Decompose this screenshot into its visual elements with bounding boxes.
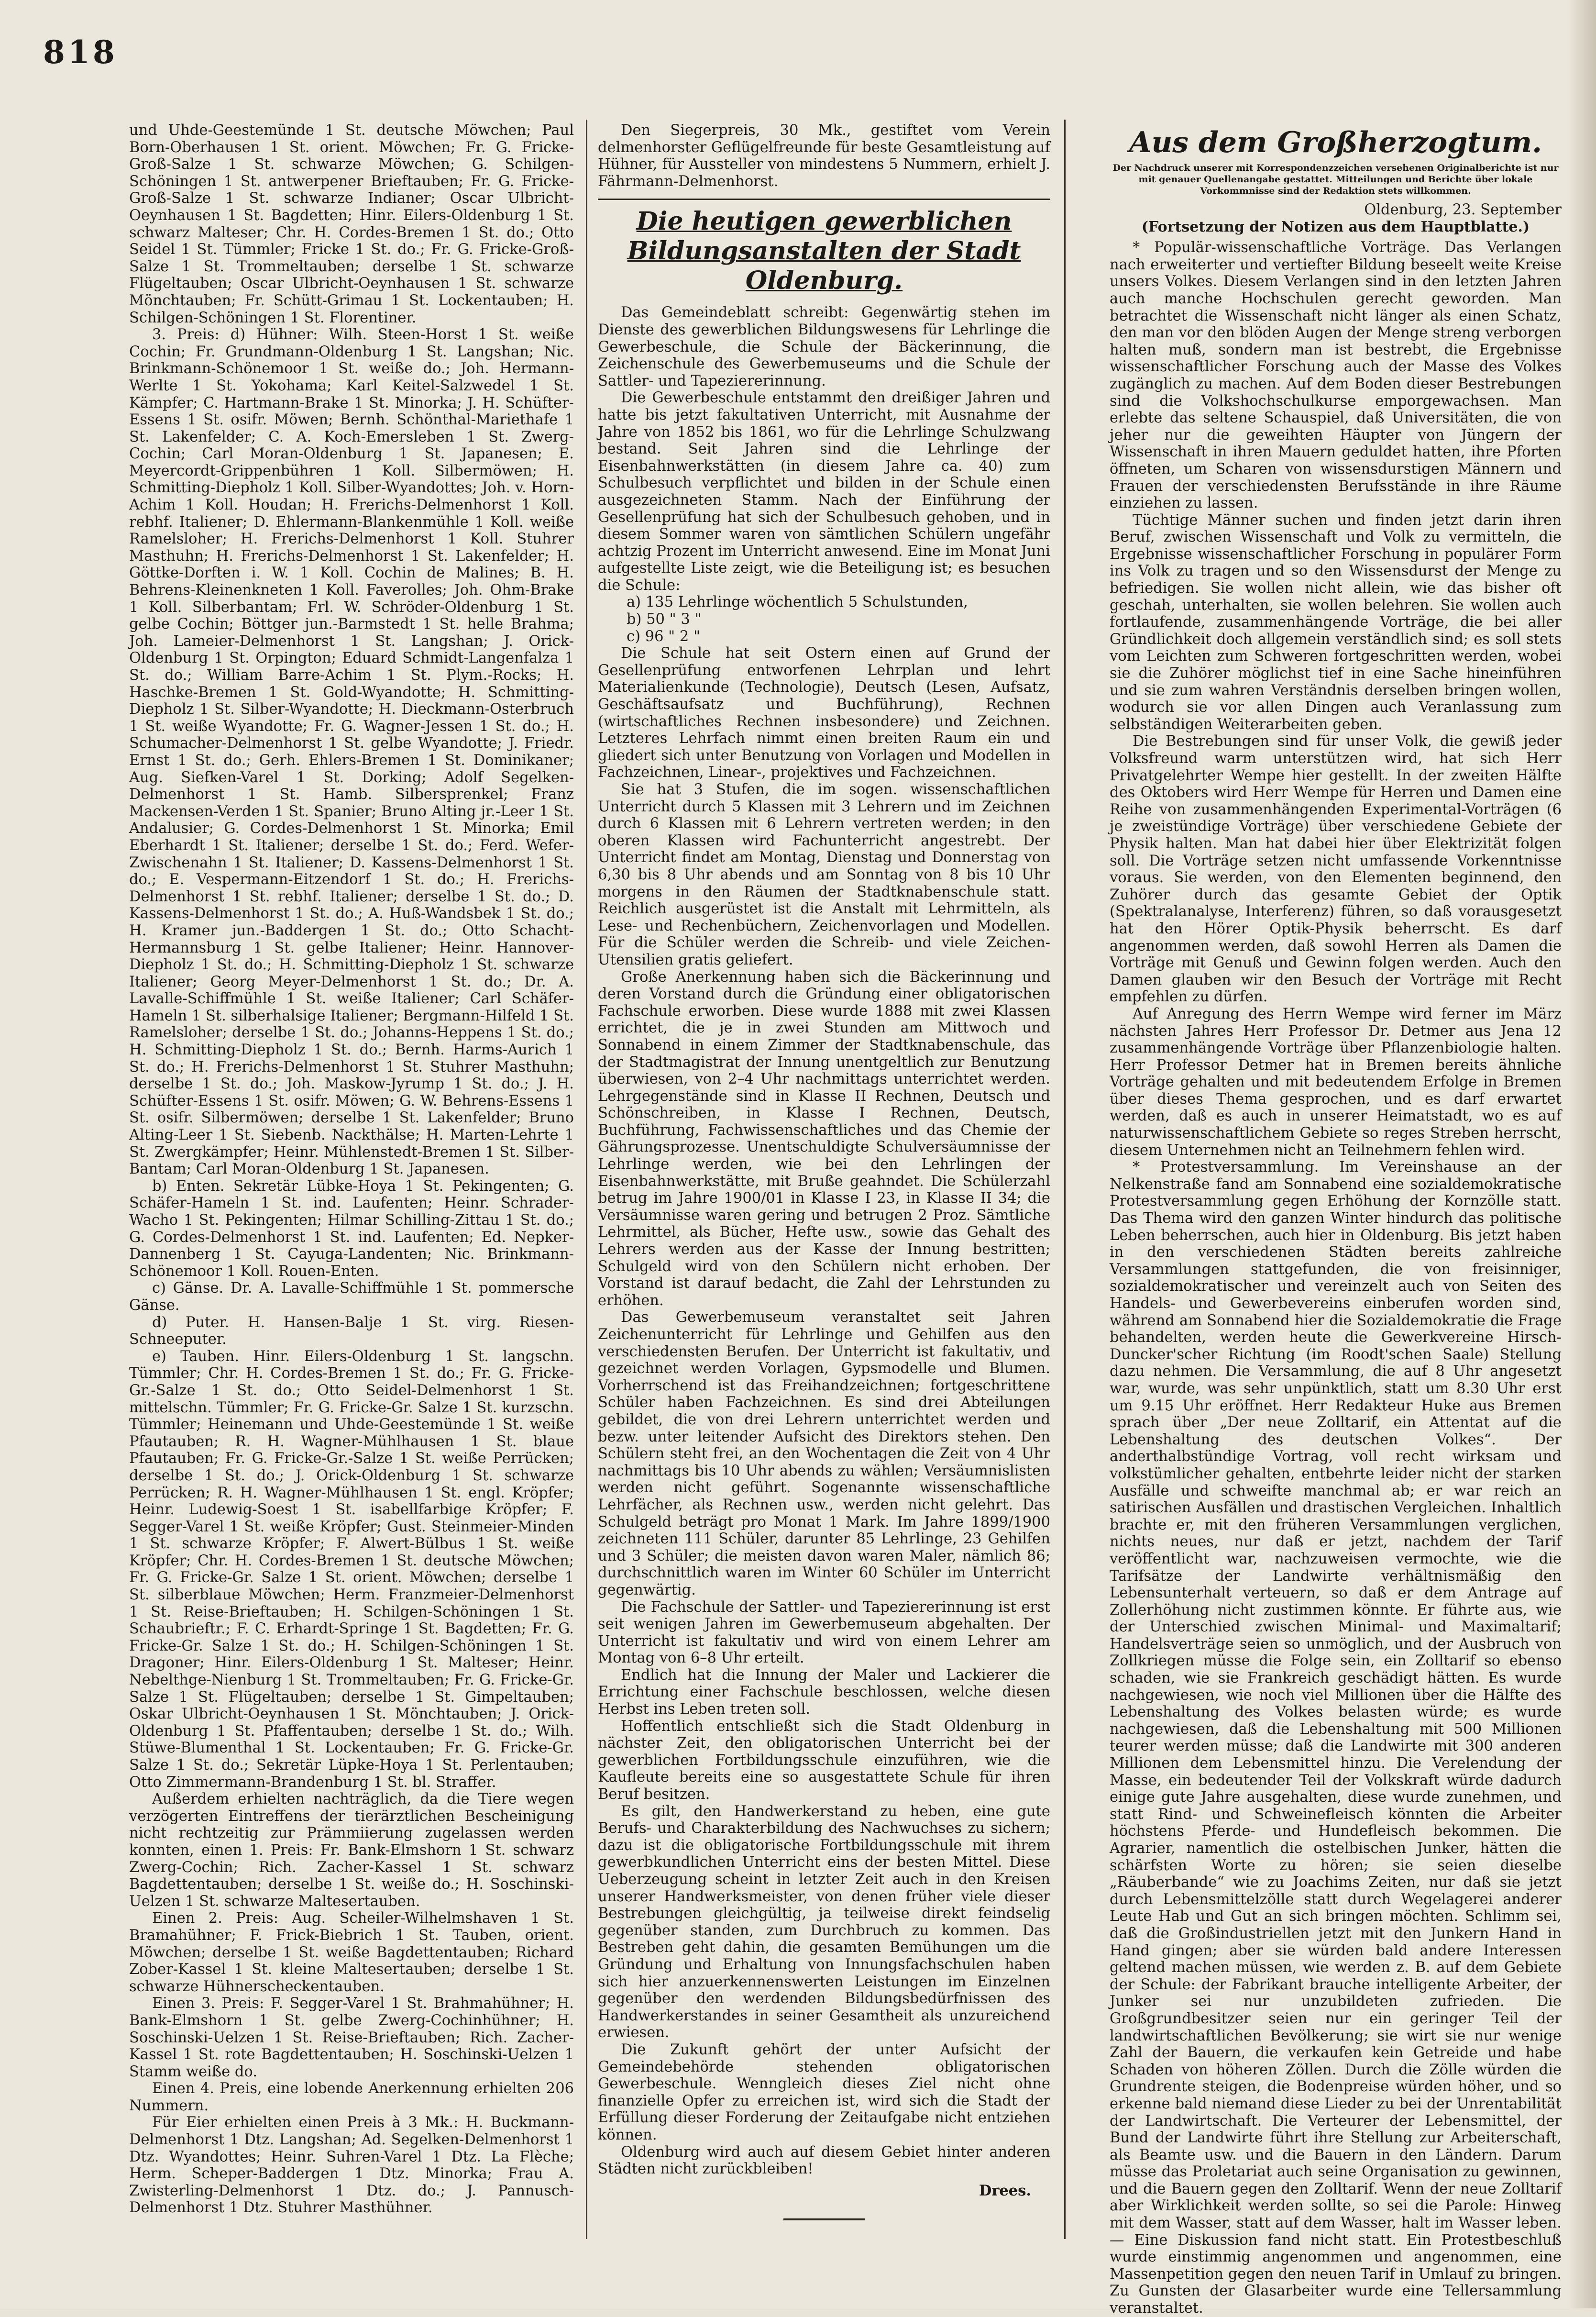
article-headline: Die heutigen gewerblichen Bildungsanstalten der Stadt Oldenburg. bbox=[627, 207, 1021, 296]
paragraph: Das Gewerbemuseum veranstaltet seit Jahren Zeichenunterricht für Lehrlinge und Gehilfen aus den verschiedensten Berufen. Der Unterricht ist fakultativ, und gezeichnet werden Vorlagen, Gypsmodelle und Blumen. Vorherrschend ist das Freihandzeichnen; fortgeschrittene Schüler haben Fachzeichnen. Es sind drei Abteilungen gebildet, die von drei Lehrern unterrichtet werden und bezw. unter leitender Aufsicht des Direktors stehen. Den Schülern steht frei, an den Wochentagen die Zeit von 4 Uhr nachmittags bis 10 Uhr abends zu wählen; Versäumnislisten werden nicht geführt. Sogenannte wissenschaftliche Lehrfächer, als Rechnen usw., werden nicht gelehrt. Das Schulgeld beträgt pro Monat 1 Mark. Im Jahre 1899/1900 zeichneten 111 Schüler, darunter 85 Lehrlinge, 23 Gehilfen und 3 Schüler; die meisten davon waren Maler, nämlich 86; durchschnittlich waren im Winter 60 Schüler im Unterricht gegenwärtig. bbox=[598, 1309, 1050, 1598]
paragraph: Große Anerkennung haben sich die Bäckerinnung und deren Vorstand durch die Gründung einer obligatorischen Fachschule erworben. Diese wurde 1888 mit zwei Klassen errichtet, die je in zwei Stunden am Mittwoch und Sonnabend in einem Zimmer der Stadtknabenschule, das der Stadtmagistrat der Innung unentgeltlich zur Benutzung überwiesen, von 2–4 Uhr nachmittags unterrichtet werden. Lehrgegenstände sind in Klasse II Rechnen, Deutsch und Schönschreiben, in Klasse I Rechnen, Deutsch, Buchführung, Fachwissenschaftliches und das Chemie der Gährungsprozesse. Unentschuldigte Schulversäumnisse der Lehrlinge werden, wie bei den Lehrlingen der Eisenbahnwerkstätte, mit Bruße geahndet. Die Schülerzahl betrug im Jahre 1900/01 in Klasse I 23, in Klasse II 34; die Versäumnisse waren gering und betrugen 2 Proz. Sämtliche Lehrmittel, als Bücher, Hefte usw., sowie das Gehalt des Lehrers werden aus der Kasse der Innung bestritten; Schulgeld wird von den Schülern nicht erhoben. Der Vorstand ist darauf bedacht, die Zahl der Lehrstunden zu erhöhen. bbox=[598, 968, 1050, 1309]
paragraph: Hoffentlich entschließt sich die Stadt Oldenburg in nächster Zeit, den obligatorischen Unterricht bei der gewerblichen Fortbildungsschule einzuführen, wie die Kaufleute bereits eine so ausgestattete Schule für ihren Beruf besitzen. bbox=[598, 1718, 1050, 1803]
paragraph: Einen 2. Preis: Aug. Scheiler-Wilhelmshaven 1 St. Bramahühner; F. Frick-Biebrich 1 St. Tauben, orient. Möwchen; derselbe 1 St. weiße Bagdettentauben; Richard Zober-Kassel 1 St. kleine Maltesertauben; derselbe 1 St. schwarze Hühnerscheckentauben. bbox=[129, 1910, 574, 1995]
paragraph: Das Gemeindeblatt schreibt: Gegenwärtig stehen im Dienste des gewerblichen Bildungswesens für Lehrlinge die Gewerbeschule, die Schule der Bäckerinnung, die Zeichenschule des Gewerbemuseums und die Schule der Sattler- und Tapeziererinnung. bbox=[598, 304, 1050, 389]
paragraph: Die Zukunft gehört der unter Aufsicht der Gemeindebehörde stehenden obligatorischen Gewerbeschule. Wenngleich dieses Ziel nicht ohne finanzielle Opfer zu erreichen ist, wird sich die Stadt der Erfüllung dieser Forderung der Zeitaufgabe nicht entziehen können. bbox=[598, 2041, 1050, 2143]
column-divider-right bbox=[1064, 120, 1066, 2239]
list-item: c) 96 " 2 " bbox=[627, 628, 701, 645]
paragraph: d) Puter. H. Hansen-Balje 1 St. virg. Riesen-Schneeputer. bbox=[129, 1314, 574, 1348]
dateline: Oldenburg, 23. September bbox=[1364, 201, 1562, 218]
attendance-list bbox=[598, 594, 1050, 645]
paragraph: Die Gewerbeschule entstammt den dreißiger Jahren und hatte bis jetzt fakultativen Unterricht, mit Ausnahme der Jahre von 1852 bis 1861, wo für die Lehrlinge Schulzwang bestand. Seit Jahren sind die Lehrlinge der Eisenbahnwerkstätten (in diesem Jahre ca. 40) zum Schulbesuch verpflichtet und bilden in der Schule einen ausgezeichneten Stamm. Nach der Einführung der Gesellenprüfung hat sich der Schulbesuch gehoben, und in diesem Sommer waren von sämtlichen Schülern ungefähr achtzig Prozent im Unterricht anwesend. Eine im Monat Juni aufgestellte Liste zeigt, wie die Beteiligung ist; es besuchen die Schule: bbox=[598, 389, 1050, 594]
paragraph: und Uhde-Geestemünde 1 St. deutsche Möwchen; Paul Born-Oberhausen 1 St. orient. Möwchen; Fr. G. Fricke-Groß-Salze 1 St. schwarze Möwchen; G. Schilgen-Schöningen 1 St. antwerpener Brieftauben; Fr. G. Fricke-Groß-Salze 1 St. schwarze Indianer; Oscar Ulbricht-Oeynhausen 1 St. Bagdetten; Hinr. Eilers-Oldenburg 1 St. schwarz Malteser; Chr. H. Cordes-Bremen 1 St. do.; Otto Seidel 1 St. Tümmler; Fricke 1 St. do.; Fr. G. Fricke-Groß-Salze 1 St. Trommeltauben; derselbe 1 St. schwarze Flügeltauben; Oscar Ulbricht-Oeynhausen 1 St. schwarze Mönchtauben; Fr. Schütt-Grimau 1 St. Lockentauben; H. Schilgen-Schöningen 1 St. Florentiner. bbox=[129, 122, 574, 326]
paragraph: 3. Preis: d) Hühner: Wilh. Steen-Horst 1 St. weiße Cochin; Fr. Grundmann-Oldenburg 1 St. Langshan; Nic. Brinkmann-Schönemoor 1 St. weiße do.; Joh. Hermann-Werlte 1 St. Yokohama; Karl Keitel-Salzwedel 1 St. Kämpfer; C. Hartmann-Brake 1 St. Minorka; J. H. Schüfter-Essens 1 St. osifr. Möwen; Bernh. Schönthal-Mariethafe 1 St. Lakenfelder; C. A. Koch-Emersleben 1 St. Zwerg-Cochin; Carl Moran-Oldenburg 1 St. Japanesen; E. Meyercordt-Grippenbühren 1 Koll. Silbermöwen; H. Schmitting-Diepholz 1 Koll. Silber-Wyandottes; Joh. v. Horn-Achim 1 Koll. Houdan; H. Frerichs-Delmenhorst 1 Koll. rebhf. Italiener; D. Ehlermann-Blankenmühle 1 Koll. weiße Ramelsloher; H. Frerichs-Delmenhorst 1 Koll. Stuhrer Masthuhn; H. Frerichs-Delmenhorst 1 St. Lakenfelder; H. Göttke-Dorften i. W. 1 Koll. Cochin de Malines; B. H. Behrens-Kleinenkneten 1 Koll. Faverolles; Joh. Ohm-Brake 1 Koll. Silberbantam; Frl. W. Schröder-Oldenburg 1 St. gelbe Cochin; Böttger jun.-Barmstedt 1 St. helle Brahma; Joh. Lameier-Delmenhorst 1 St. Langshan; J. Orick-Oldenburg 1 St. Orpington; Eduard Schmidt-Langenfalza 1 St. do.; William Barre-Achim 1 St. Plym.-Rocks; H. Haschke-Bremen 1 St. Gold-Wyandotte; H. Schmitting-Diepholz 1 St. Silber-Wyandotte; H. Dieckmann-Osterbruch 1 St. weiße Wyandotte; Fr. G. Wagner-Jessen 1 St. do.; H. Schumacher-Delmenhorst 1 St. gelbe Wyandotte; J. Friedr. Ernst 1 St. do.; Gerh. Ehlers-Bremen 1 St. Dominikaner; Aug. Siefken-Varel 1 St. Dorking; Adolf Segelken-Delmenhorst 1 St. Hamb. Silbersprenkel; Franz Mackensen-Verden 1 St. Spanier; Bruno Alting jr.-Leer 1 St. Andalusier; G. Cordes-Delmenhorst 1 St. Minorka; Emil Eberhardt 1 St. Italiener; derselbe 1 St. do.; Ferd. Wefer-Zwischenahn 1 St. Italiener; D. Kassens-Delmenhorst 1 St. do.; E. Vespermann-Eitzendorf 1 St. do.; H. Frerichs-Delmenhorst 1 St. rebhf. Italiener; derselbe 1 St. do.; D. Kassens-Delmenhorst 1 St. do.; A. Huß-Wandsbek 1 St. do.; H. Kramer jun.-Baddergen 1 St. do.; Otto Schacht-Hermannsburg 1 St. gelbe Italiener; Heinr. Hannover-Diepholz 1 St. do.; H. Schmitting-Diepholz 1 St. schwarze Italiener; Georg Meyer-Delmenhorst 1 St. do.; Dr. A. Lavalle-Schiffmühle 1 St. weiße Italiener; Carl Schäfer-Hameln 1 St. silberhalsige Italiener; Bergmann-Hilfeld 1 St. Ramelsloher; derselbe 1 St. do.; Johanns-Heppens 1 St. do.; H. Schmitting-Diepholz 1 St. do.; Bernh. Harms-Aurich 1 St. do.; H. Frerichs-Delmenhorst 1 St. Stuhrer Masthuhn; derselbe 1 St. do.; Joh. Maskow-Jyrump 1 St. do.; J. H. Schüfter-Essens 1 St. osifr. Möwen; G. W. Behrens-Essens 1 St. osifr. Silbermöwen; derselbe 1 St. Lakenfelder; Bruno Alting-Leer 1 St. Siebenb. Nackthälse; H. Marten-Lehrte 1 St. Zwergkämpfer; Heinr. Mühlenstedt-Bremen 1 St. Silber-Bantam; Carl Moran-Oldenburg 1 St. Japanesen. bbox=[129, 326, 574, 1178]
paragraph: b) Enten. Sekretär Lübke-Hoya 1 St. Pekingenten; G. Schäfer-Hameln 1 St. ind. Laufenten; Heinr. Schrader-Wacho 1 St. Pekingenten; Hilmar Schilling-Zittau 1 St. do.; G. Cordes-Delmenhorst 1 St. ind. Laufenten; Ed. Nepker-Dannenberg 1 St. Cayuga-Landenten; Nic. Brinkmann-Schönemoor 1 Koll. Rouen-Enten. bbox=[129, 1177, 574, 1280]
middle-column bbox=[598, 122, 1050, 2220]
paragraph: e) Tauben. Hinr. Eilers-Oldenburg 1 St. langschn. Tümmler; Chr. H. Cordes-Bremen 1 St. do.; Fr. G. Fricke-Gr.-Salze 1 St. do.; Otto Seidel-Delmenhorst 1 St. mittelschn. Tümmler; Fr. G. Fricke-Gr. Salze 1 St. kurzschn. Tümmler; Heinemann und Uhde-Geestemünde 1 St. weiße Pfautauben; R. H. Wagner-Mühlhausen 1 St. blaue Pfautauben; Fr. G. Fricke-Gr.-Salze 1 St. weiße Perrücken; derselbe 1 St. do.; J. Orick-Oldenburg 1 St. schwarze Perrücken; R. H. Wagner-Mühlhausen 1 St. engl. Kröpfer; Heinr. Ludewig-Soest 1 St. isabellfarbige Kröpfer; F. Segger-Varel 1 St. weiße Kröpfer; Gust. Steinmeier-Minden 1 St. schwarze Kröpfer; F. Alwert-Bülbus 1 St. weiße Kröpfer; Chr. H. Cordes-Bremen 1 St. deutsche Möwchen; Fr. G. Fricke-Gr. Salze 1 St. orient. Möwchen; derselbe 1 St. silberblaue Möwchen; Herm. Franzmeier-Delmenhorst 1 St. Reise-Brieftauben; H. Schilgen-Schöningen 1 St. Schaubrieftr.; F. C. Erhardt-Springe 1 St. Bagdetten; Fr. G. Fricke-Gr. Salze 1 St. do.; H. Schilgen-Schöningen 1 St. Dragoner; Hinr. Eilers-Oldenburg 1 St. Malteser; Heinr. Nebelthge-Nienburg 1 St. Trommeltauben; Fr. G. Fricke-Gr. Salze 1 St. Flügeltauben; derselbe 1 St. Gimpeltauben; Oskar Ulbricht-Oeynhausen 1 St. Mönchtauben; J. Orick-Oldenburg 1 St. Pfaffentauben; derselbe 1 St. do.; Wilh. Stüwe-Blumenthal 1 St. Lockentauben; Fr. G. Fricke-Gr. Salze 1 St. do.; Sekretär Lüpke-Hoya 1 St. Perlentauben; Otto Zimmermann-Brandenburg 1 St. bl. Straffer. bbox=[129, 1348, 574, 1791]
section-divider bbox=[598, 199, 1050, 200]
section-headline: Aus dem Großherzogtum. bbox=[1129, 126, 1542, 159]
paragraph: Tüchtige Männer suchen und finden jetzt darin ihren Beruf, zwischen Wissenschaft und Volk zu vermitteln, die Ergebnisse wissenschaftlicher Forschung in populärer Form ins Volk zu tragen und so den Wissensdurst der Menge zu befriedigen. Sie wollen nicht allein, wie das bisher oft geschah, unterhalten, sie wollen belehren. Sie wollen auch fortlaufende, zusammenhängende Vorträge, die bei aller Gründlichkeit doch allgemein verständlich sind; es soll stets vom Leichten zum Schweren fortgeschritten werden, wobei sie die Zuhörer möglichst tief in eine Sache hineinführen und sie zum wahren Verständnis derselben bringen wollen, wodurch sie vor allen Dingen auch Veranlassung zum selbständigen Weiterarbeiten geben. bbox=[1110, 511, 1562, 733]
paragraph: * Populär-wissenschaftliche Vorträge. Das Verlangen nach erweiterter und vertiefter Bildung beseelt weite Kreise unsers Volkes. Diesem Verlangen sind in den letzten Jahren auch manche Hochschulen gerecht geworden. Man betrachtet die Wissenschaft nicht länger als einen Schatz, den man vor den blöden Augen der Menge streng verborgen halten muß, sondern man ist bestrebt, die Ergebnisse wissenschaftlicher Forschung auch der Masse des Volkes zugänglich zu machen. Auf dem Boden dieser Bestrebungen sind die Volkshochschulkurse emporgewachsen. Man erlebte das seltene Schauspiel, daß Universitäten, die von jeher nur die geweihten Häupter von Jüngern der Wissenschaft in ihren Mauern geduldet hatten, ihre Pforten öffneten, um Scharen von wissensdurstigen Männern und Frauen der verschiedensten Berufsstände in ihre Räume einziehen zu lassen. bbox=[1110, 239, 1562, 512]
column-divider-left bbox=[586, 120, 587, 2239]
paragraph: Für Eier erhielten einen Preis à 3 Mk.: H. Buckmann-Delmenhorst 1 Dtz. Langshan; Ad. Segelken-Delmenhorst 1 Dtz. Wyandottes; Heinr. Suhren-Varel 1 Dtz. La Flèche; Herm. Scheper-Baddergen 1 Dtz. Minorka; Frau A. Zwisterling-Delmenhorst 1 Dtz. do.; J. Pannusch-Delmenhorst 1 Dtz. Stuhrer Masthühner. bbox=[129, 2114, 574, 2217]
paragraph: Endlich hat die Innung der Maler und Lackierer die Errichtung einer Fachschule beschlossen, welche diesen Herbst ins Leben treten soll. bbox=[598, 1666, 1050, 1718]
copyright-note: Der Nachdruck unserer mit Korrespondenzzeichen versehenen Originalberichte ist nur mit genauer Quellenangabe gestattet. Mitteilungen und Berichte über lokale Vorkommnisse sind der Redaktion stets willkommen. bbox=[1112, 163, 1559, 196]
list-item: a) 135 Lehrlinge wöchentlich 5 Schulstunden, bbox=[627, 594, 968, 611]
paragraph: Die Schule hat seit Ostern einen auf Grund der Gesellenprüfung entworfenen Lehrplan und lehrt Materialienkunde (Technologie), Deutsch (Lesen, Aufsatz, Geschäftsaufsatz und Buchführung), Rechnen (wirtschaftliches Rechnen insbesondere) und Zeichnen. Letzteres Lehrfach nimmt einen breiten Raum ein und gliedert sich unter Benutzung von Vorlagen und Modellen in Fachzeichnen, Linear-, projektives und Fachzeichnen. bbox=[598, 645, 1050, 781]
left-column bbox=[129, 122, 574, 2217]
paragraph: Einen 3. Preis: F. Segger-Varel 1 St. Brahmahühner; H. Bank-Elmshorn 1 St. gelbe Zwerg-Cochinhühner; H. Soschinski-Uelzen 1 St. Reise-Brieftauben; Rich. Zacher-Kassel 1 St. rote Bagdettentauben; H. Soschinski-Uelzen 1 Stamm weiße do. bbox=[129, 1995, 574, 2080]
author-signature: Drees. bbox=[979, 2182, 1031, 2199]
paragraph: Es gilt, den Handwerkerstand zu heben, eine gute Berufs- und Charakterbildung des Nachwuchses zu sichern; dazu ist die obligatorische Fortbildungsschule mit ihrem gewerbkundlichen Unterricht eins der besten Mittel. Diese Ueberzeugung scheint in letzter Zeit auch in den Kreisen unserer Handwerksmeister, von denen früher viele dieser Bestrebungen gleichgültig, ja teilweise direkt feindselig gegenüber standen, zum Durchbruch zu kommen. Das Bestreben geht dahin, die gesamten Bemühungen um die Gründung und Erhaltung von Innungsfachschulen haben sich hier anzuerkennenswerten Leistungen im Einzelnen gegenüber den werdenden Bildungsbedürfnissen des Handwerkerstandes in seiner Gesamtheit als unzureichend erwiesen. bbox=[598, 1803, 1050, 2041]
paragraph: Die Fachschule der Sattler- und Tapeziererinnung ist erst seit wenigen Jahren im Gewerbemuseum abgehalten. Der Unterricht ist fakultativ und wird von einem Lehrer am Montag von 6–8 Uhr erteilt. bbox=[598, 1598, 1050, 1667]
paragraph: Oldenburg wird auch auf diesem Gebiet hinter anderen Städten nicht zurückbleiben! bbox=[598, 2143, 1050, 2178]
paragraph: Einen 4. Preis, eine lobende Anerkennung erhielten 206 Nummern. bbox=[129, 2080, 574, 2114]
paragraph: Sie hat 3 Stufen, die im sogen. wissenschaftlichen Unterricht durch 5 Klassen mit 3 Lehrern und im Zeichnen durch 6 Klassen mit 6 Lehrern vertreten werden; in den oberen Klassen wird Fachunterricht angestrebt. Der Unterricht findet am Montag, Dienstag und Donnerstag von 6,30 bis 8 Uhr abends und am Sonntag von 8 bis 10 Uhr morgens in den Räumen der Stadtknabenschule statt. Reichlich ausgerüstet ist die Anstalt mit Lehrmitteln, als Lese- und Rechenbüchern, Zeichenvorlagen und Modellen. Für die Schüler werden die Schreib- und viele Zeichen-Utensilien gratis geliefert. bbox=[598, 781, 1050, 968]
paragraph: Außerdem erhielten nachträglich, da die Tiere wegen verzögerten Eintreffens der tierärztlichen Bescheinigung nicht rechtzeitig zur Prämmiierung zugelassen werden konnten, einen 1. Preis: Fr. Bank-Elmshorn 1 St. schwarz Zwerg-Cochin; Rich. Zacher-Kassel 1 St. schwarz Bagdettentauben; derselbe 1 St. weiße do.; H. Soschinski-Uelzen 1 St. schwarze Maltesertauben. bbox=[129, 1791, 574, 1910]
end-rule bbox=[783, 2218, 865, 2220]
paragraph: Die Bestrebungen sind für unser Volk, die gewiß jeder Volksfreund warm unterstützen wird, hat sich Herr Privatgelehrter Wempe hier gestellt. In der zweiten Hälfte des Oktobers wird Herr Wempe für Herren und Damen eine Reihe von zusammenhängenden Experimental-Vorträgen (6 je zweistündige Vorträge) über verschiedene Gebiete der Physik halten. Man hat dabei hier über Elektrizität folgen soll. Die Vorträge setzen nicht umfassende Vorkenntnisse voraus. Sie werden, von den Elementen beginnend, den Zuhörer durch das gesamte Gebiet der Optik (Spektralanalyse, Interferenz) führen, so daß vorausgesetzt hat den Hörer Optik-Physik beherrscht. Es darf angenommen werden, daß sowohl Herren als Damen die Vorträge mit Genuß und Gewinn folgen werden. Auch den Damen glauben wir den Besuch der Vorträge mit Recht empfehlen zu dürfen. bbox=[1110, 733, 1562, 1006]
right-column bbox=[1110, 122, 1562, 2317]
list-item: b) 50 " 3 " bbox=[627, 611, 702, 628]
paragraph: Auf Anregung des Herrn Wempe wird ferner im März nächsten Jahres Herr Professor Dr. Detmer aus Jena 12 zusammenhängende Vorträge über Pflanzenbiologie halten. Herr Professor Detmer hat in Bremen bereits ähnliche Vorträge gehalten und mit bedeutendem Erfolge in Bremen über dieses Thema gesprochen, und es darf erwartet werden, daß es auch in unserer Heimatstadt, wo es auf naturwissenschaftlichem Gebiete so reges Streben herrscht, diesem Unternehmen nicht an Teilnehmern fehlen wird. bbox=[1110, 1005, 1562, 1159]
paragraph: c) Gänse. Dr. A. Lavalle-Schiffmühle 1 St. pommersche Gänse. bbox=[129, 1280, 574, 1314]
paragraph: * Protestversammlung. Im Vereinshause an der Nelkenstraße fand am Sonnabend eine sozialdemokratische Protestversammlung gegen Erhöhung der Kornzölle statt. Das Thema wird den ganzen Winter hindurch das politische Leben beherrschen, auch hier in Oldenburg. Bis jetzt haben in den verschiedenen Städten bereits zahlreiche Versammlungen stattgefunden, die von freisinniger, sozialdemokratischer und vereinzelt auch von Seiten des Handels- und Gewerbevereins einberufen worden sind, während am Sonnabend hier die Sozialdemokratie die Frage behandelten, werden heute die Gewerkvereine Hirsch-Duncker'scher Richtung (im Roodt'schen Saale) Stellung dazu nehmen. Die Versammlung, die auf 8 Uhr angesetzt war, wurde, was sehr unpünktlich, statt um 8.30 Uhr erst um 9.15 Uhr eröffnet. Herr Redakteur Huke aus Bremen sprach über „Der neue Zolltarif, ein Attentat auf die Lebenshaltung des deutschen Volkes“. Der anderthalbstündige Vortrag, voll recht wirksam und volkstümlicher gehalten, entbehrte leider nicht der starken Ausfälle und schweifte manchmal ab; er war reich an satirischen Ausfällen und drastischen Vergleichen. Inhaltlich brachte er, mit den früheren Versammlungen verglichen, nichts neues, nur daß er jetzt, nachdem der Tarif veröffentlicht war, nachzuweisen vermochte, wie die Tarifsätze der Landwirte verhältnismäßig den Lebensunterhalt verteuern, so daß er dem Antrage auf Zollerhöhung nicht zustimmen könnte. Er führte aus, wie der Unterschied zwischen Minimal- und Maximaltarif; Handelsverträge seien so unmöglich, und der Ausbruch von Zollkriegen müsse die Folge sein, ein Zolltarif so ebenso schaden, wie sie Frankreich geschädigt hätten. Es wurde nachgewiesen, wie noch viel Millionen über die Hälfte des Lebenshaltung des Volkes belasten würde; es wurde nachgewiesen, daß die Lebenshaltung mit 500 Millionen teurer werden müsse; daß die Landwirte mit 300 anderen Millionen dem Lebensmittel hinzu. Die Verelendung der Masse, ein bedeutender Teil der Volkskraft würde dadurch einige gute Jahre ausgehalten, diese wurde zunehmen, und statt Rind- und Schweinefleisch könnten die Arbeiter höchstens Pferde- und Hundefleisch bekommen. Die Agrarier, namentlich die ostelbischen Junker, hätten die schärfsten Worte zu hören; sie seien dieselbe „Räuberbande“ wie zu Joachims Zeiten, nur daß sie jetzt durch Lebensmittelzölle statt durch Wegelagerei anderer Leute Hab und Gut an sich bringen möchten. Schlimm sei, daß die Großindustriellen jetzt mit den Junkern Hand in Hand gingen; aber sie würden bald andere Interessen geltend machen müssen, wie werden z. B. auf dem Gebiete der Schule: der Fabrikant brauche intelligente Arbeiter, der Junker sei nur unzubildeten zufrieden. Die Großgrundbesitzer seien nur ein geringer Teil der landwirtschaftlichen Bevölkerung; sie wirt sie nur wenige Zahl der Bauern, die verkaufen kein Getreide und habe Schaden von höheren Zöllen. Durch die Zölle würden die Grundrente steigen, die Bodenpreise würden höher, und so erkenne bald niemand diese Lieder zu bei der Unrentabilität der Landwirtschaft. Die Verteurer der Lebensmittel, der Bund der Landwirte führt ihre Stellung zur Arbeiterschaft, als Beamte usw. und die Bauern in den Ländern. Darum müsse das Proletariat auch seine Organisation zu gewinnen, und die Bauern gegen den Zolltarif. Wenn der neue Zolltarif aber Wirklichkeit werden sollte, so sei die Parole: Hinweg mit dem Wasser, statt auf dem Wasser, halt im Wasser leben. — Eine Diskussion fand nicht statt. Ein Protestbeschluß wurde einstimmig angenommen und angenommen, eine Massenpetition gegen den neuen Tarif in Umlauf zu bringen. Zu Gunsten der Glasarbeiter wurde eine Tellersammlung veranstaltet. bbox=[1110, 1159, 1562, 2317]
intro-paragraph: Den Siegerpreis, 30 Mk., gestiftet vom Verein delmenhorster Geflügelfreunde für beste Gesamtleistung auf Hühner, für Aussteller von mindestens 5 Nummern, erhielt J. Fährmann-Delmenhorst. bbox=[598, 122, 1050, 190]
page-edge-shadow bbox=[1567, 0, 1596, 2308]
continuation-note: (Fortsetzung der Notizen aus dem Hauptblatte.) bbox=[1141, 218, 1530, 235]
page-number: 818 bbox=[43, 33, 118, 71]
